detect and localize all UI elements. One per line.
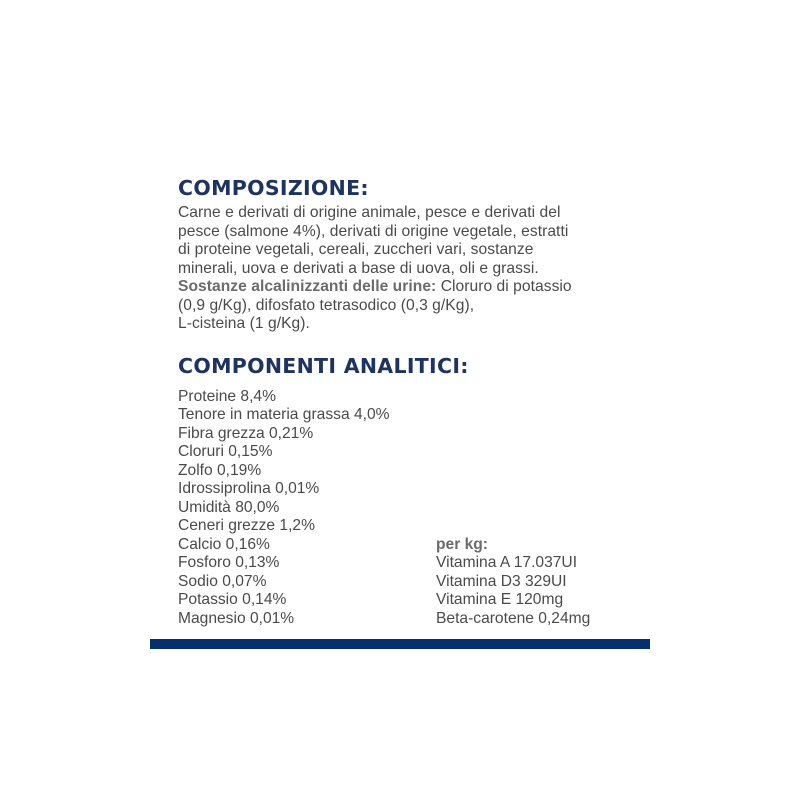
analytic-item: Ceneri grezze 1,2% — [178, 517, 315, 534]
analytic-item: Proteine 8,4% — [178, 387, 276, 405]
vitamin-item: Beta-carotene 0,24mg — [436, 609, 591, 627]
analytic-item: Fibra grezza 0,21% — [178, 424, 314, 442]
analytic-item: Umidità 80,0% — [178, 498, 280, 516]
analytic-item: Idrossiprolina 0,01% — [178, 480, 320, 497]
analytic-item: Potassio 0,14% — [178, 591, 287, 608]
composizione-line: pesce (salmone 4%), derivati di origine vegetale, estratti — [178, 222, 569, 240]
componenti-heading: COMPONENTI ANALITICI: — [178, 353, 469, 378]
analytics-section — [178, 388, 648, 638]
analytic-item: Magnesio 0,01% — [178, 609, 295, 627]
alkaline-line — [178, 278, 648, 297]
analytic-item: Calcio 0,16% — [178, 535, 270, 553]
alkaline-line: (0,9 g/Kg), difosfato tetrasodico (0,3 g/Kg), — [178, 296, 475, 314]
alkaline-text: Cloruro di potassio — [436, 278, 572, 295]
alkaline-line: L-cisteina (1 g/Kg). — [178, 315, 310, 332]
analytic-item: Zolfo 0,19% — [178, 461, 262, 479]
composizione-line: di proteine vegetali, cereali, zuccheri vari, sostanze — [178, 241, 534, 258]
composizione-heading: COMPOSIZIONE: — [178, 176, 369, 200]
alkaline-label: Sostanze alcalinizzanti delle urine: — [178, 278, 437, 295]
composizione-text — [178, 204, 648, 334]
composizione-line: minerali, uova e derivati a base di uova, oli e grassi. — [178, 259, 539, 277]
analytic-item: Fosforo 0,13% — [178, 554, 280, 571]
per-kg-label: per kg: — [436, 535, 488, 553]
analytic-item: Cloruri 0,15% — [178, 443, 273, 460]
analytic-item: Tenore in materia grassa 4,0% — [178, 406, 390, 423]
composizione-line: Carne e derivati di origine animale, pesce e derivati del — [178, 204, 561, 221]
analytics-list — [178, 388, 390, 629]
vitamin-item: Vitamina A 17.037UI — [436, 554, 578, 571]
label-content — [178, 172, 648, 638]
bottom-divider-bar — [150, 639, 650, 649]
vitamin-item: Vitamina E 120mg — [436, 591, 564, 608]
vitamin-item: Vitamina D3 329UI — [436, 572, 567, 590]
per-kg-list — [436, 536, 590, 629]
analytic-item: Sodio 0,07% — [178, 572, 267, 590]
